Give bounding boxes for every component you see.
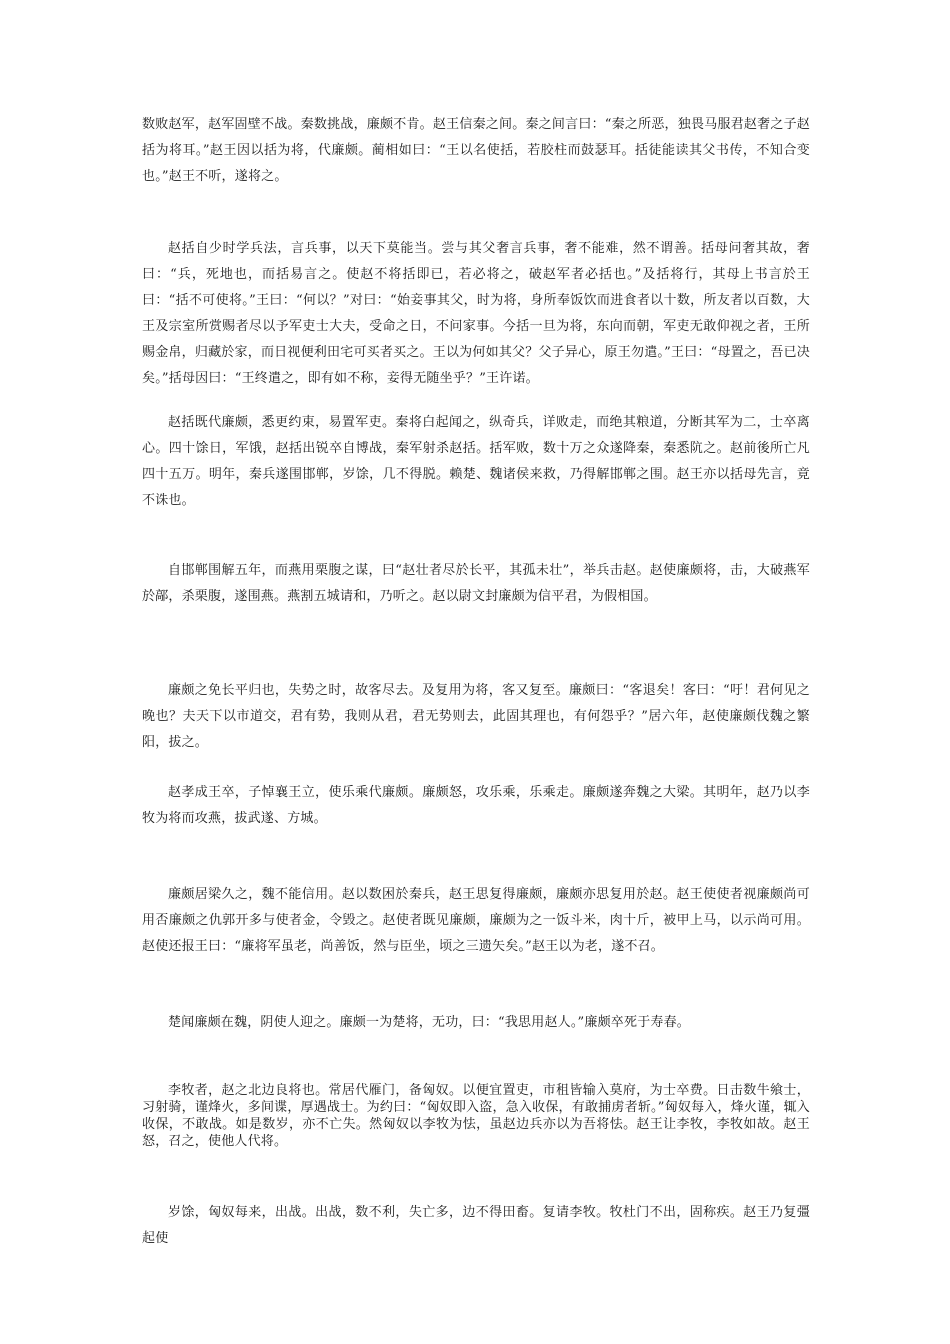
paragraph-3: 赵括既代廉颇，悉更约束，易置军吏。秦将白起闻之，纵奇兵，详败走，而绝其粮道，分断其军为二，士卒离心。四十馀日，军饿，赵括出锐卒自博战，秦军射杀赵括。括军败，数十万之众遂降秦，秦悉阬之。赵前後所亡凡四十五万。明年，秦兵遂围邯郸，岁馀，几不得脱。赖楚、魏诸侯来救，乃得解邯郸之围。赵王亦以括母先言，竟不诛也。 bbox=[142, 415, 810, 508]
paragraph-9-wrapper bbox=[142, 1082, 810, 1150]
paragraph-2: 赵括自少时学兵法，言兵事，以天下莫能当。尝与其父奢言兵事，奢不能难，然不谓善。括母问奢其故，奢曰：“兵，死地也，而括易言之。使赵不将括即已，若必将之，破赵军者必括也。”及括将行，其母上书言於王曰：“括不可使将。”王曰：“何以？”对曰：“始妾事其父，时为将，身所奉饭饮而进食者以十数，所友者以百数，大王及宗室所赏赐者尽以予军吏士大夫，受命之日，不问家事。今括一旦为将，东向而朝，军吏无敢仰视之者，王所赐金帛，归藏於家，而日视便利田宅可买者买之。王以为何如其父？父子异心，原王勿遣。”王曰：“母置之，吾已决矣。”括母因曰：“王终遣之，即有如不称，妾得无随坐乎？”王许诺。 bbox=[142, 241, 810, 386]
paragraph-4: 自邯郸围解五年，而燕用栗腹之谋，曰“赵壮者尽於长平，其孤未壮”，举兵击赵。赵使廉颇将，击，大破燕军於鄗，杀栗腹，遂围燕。燕割五城请和，乃听之。赵以尉文封廉颇为信平君，为假相国。 bbox=[142, 563, 810, 604]
paragraph-6: 赵孝成王卒，子悼襄王立，使乐乘代廉颇。廉颇怒，攻乐乘，乐乘走。廉颇遂奔魏之大梁。其明年，赵乃以李牧为将而攻燕，拔武遂、方城。 bbox=[142, 785, 810, 826]
paragraph-5: 廉颇之免长平归也，失势之时，故客尽去。及复用为将，客又复至。廉颇曰：“客退矣！客曰：“吁！君何见之晚也？夫天下以市道交，君有势，我则从君，君无势则去，此固其理也，有何怨乎？”居六年，赵使廉颇伐魏之繁阳，拔之。 bbox=[142, 683, 810, 750]
paragraph-10: 岁馀，匈奴每来，出战。出战，数不利，失亡多，边不得田畜。复请李牧。牧杜门不出，固称疾。赵王乃复彊起使 bbox=[142, 1205, 810, 1246]
paragraph-7: 廉颇居梁久之，魏不能信用。赵以数困於秦兵，赵王思复得廉颇，廉颇亦思复用於赵。赵王使使者视廉颇尚可用否廉颇之仇郭开多与使者金，令毁之。赵使者既见廉颇，廉颇为之一饭斗米，肉十斤，被甲上马，以示尚可用。赵使还报王曰：“廉将军虽老，尚善饭，然与臣坐，顷之三遗矢矣。”赵王以为老，遂不召。 bbox=[142, 887, 810, 954]
paragraph-9: 李牧者，赵之北边良将也。常居代雁门，备匈奴。以便宜置吏，市租皆输入莫府，为士卒费。日击数牛飨士，习射骑，谨烽火，多间谍，厚遇战士。为约曰：“匈奴即入盗，急入收保，有敢捕虏者斩。”匈奴每入，烽火谨，辄入收保，不敢战。如是数岁，亦不亡失。然匈奴以李牧为怯，虽赵边兵亦以为吾将怯。赵王让李牧，李牧如故。赵王怒，召之，使他人代将。 bbox=[142, 1083, 810, 1149]
paragraph-1: 数败赵军，赵军固壁不战。秦数挑战，廉颇不肯。赵王信秦之间。秦之间言曰：“秦之所恶，独畏马服君赵奢之子赵括为将耳。”赵王因以括为将，代廉颇。蔺相如曰：“王以名使括，若胶柱而鼓瑟耳。括徒能读其父书传，不知合变也。”赵王不听，遂将之。 bbox=[142, 117, 810, 184]
paragraph-8: 楚闻廉颇在魏，阴使人迎之。廉颇一为楚将，无功，曰：“我思用赵人。”廉颇卒死于寿春。 bbox=[168, 1015, 690, 1030]
